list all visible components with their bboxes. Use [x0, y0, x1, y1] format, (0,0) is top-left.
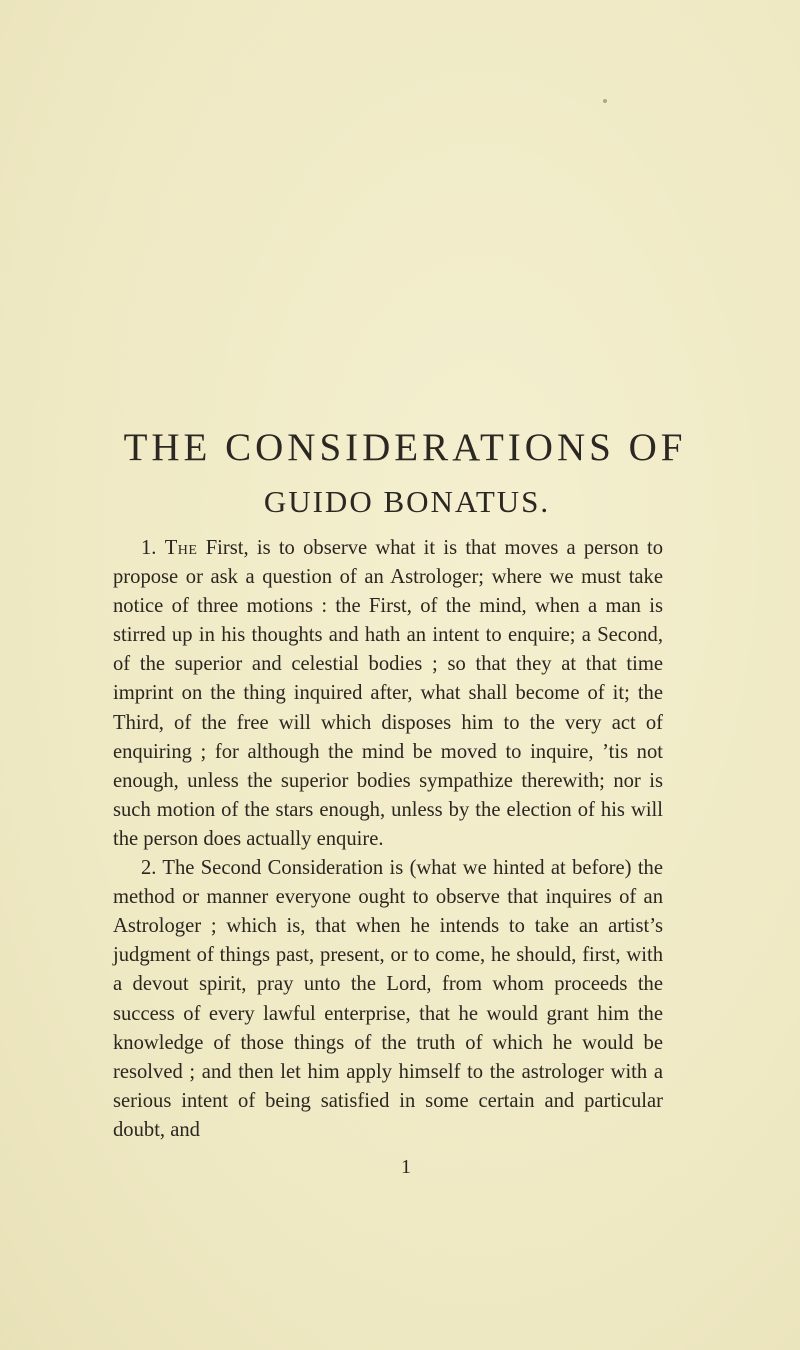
paper-speck	[603, 99, 607, 103]
paragraph-1	[113, 534, 663, 854]
body-text	[113, 534, 663, 1145]
title-line-2: GUIDO BONATUS.	[263, 484, 551, 519]
paragraph-2: 2. The Second Consideration is (what we hinted at before) the method or manner everyone ought to observe that inquires of an Astrologer ; which is, that when he intends to take an artist’s judgment of things past, present, or to come, he should, first, with a devout spirit, pray unto the Lord, from whom proceeds the success of every lawful enterprise, that he would grant him the knowledge of those things of the truth of which he would be resolved ; and then let him apply himself to the astrologer with a serious intent of being satisfied in some certain and particular doubt, and	[113, 857, 663, 1141]
paragraph-1-lead-word: The	[164, 537, 198, 559]
title-line-1: THE CONSIDERATIONS OF	[123, 426, 687, 469]
paragraph-1-number: 1.	[141, 537, 165, 559]
chapter-title	[0, 424, 800, 526]
page-number: 1	[401, 1156, 411, 1178]
paragraph-1-text: First, is to observe what it is that moves a person to propose or ask a question of an Astrologer; where we must take notice of three motions : the First, of the mind, when a man is stirred up in his thoughts and hath an intent to enquire; a Second, of the superior and celestial bodies ; so that they at that time imprint on the thing inquired after, what shall become of it; the Third, of the free will which disposes him to the very act of enquiring ; for although the mind be moved to inquire, ’tis not enough, unless the superior bodies sympathize therewith; nor is such motion of the stars enough, unless by the election of his will the person does actually enquire.	[113, 537, 664, 850]
